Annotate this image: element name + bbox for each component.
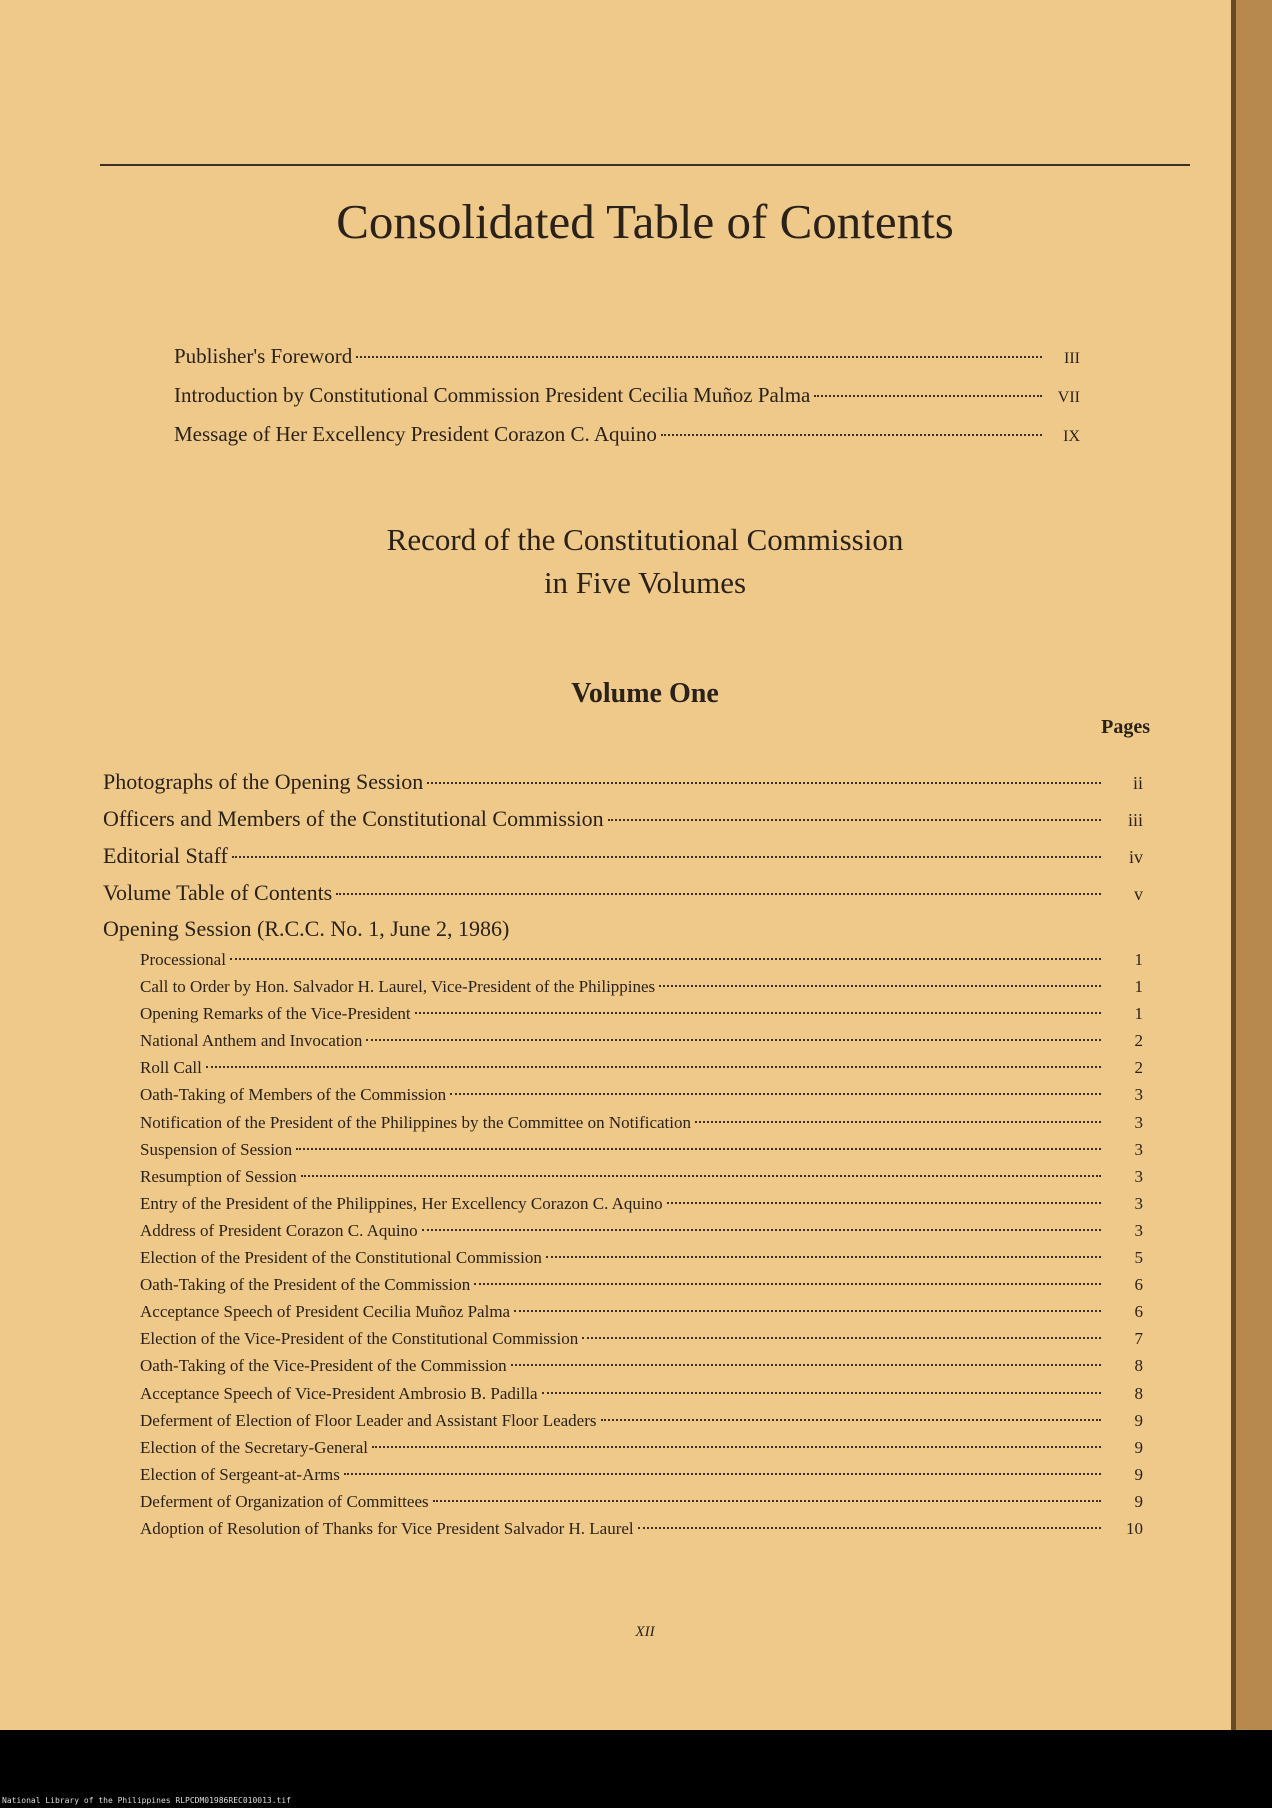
entry-page: 9: [1134, 1464, 1143, 1484]
dot-leader: [659, 985, 1101, 987]
dot-leader: [638, 1527, 1101, 1529]
dot-leader: [301, 1175, 1101, 1177]
dot-leader: [415, 1012, 1101, 1014]
session-entries: [103, 946, 1143, 1542]
volume-item-label: Photographs of the Opening Session: [103, 769, 424, 794]
session-entry: [140, 1461, 1143, 1488]
entry-label: Notification of the President of the Philippines by the Committee on Notification: [140, 1112, 691, 1132]
volume-item-label: Volume Table of Contents: [103, 880, 333, 905]
front-matter-label: Publisher's Foreword: [174, 344, 353, 368]
entry-label: Entry of the President of the Philippines, Her Excellency Corazon C. Aquino: [140, 1193, 663, 1213]
entry-label: Adoption of Resolution of Thanks for Vice President Salvador H. Laurel: [140, 1518, 634, 1538]
entry-page: 1: [1134, 977, 1143, 997]
entry-page: 5: [1134, 1248, 1143, 1268]
pages-column-label: Pages: [1101, 716, 1150, 738]
entry-page: 6: [1134, 1302, 1143, 1322]
dot-leader: [422, 1229, 1101, 1231]
front-matter-label: Introduction by Constitutional Commission President Cecilia Muñoz Palma: [174, 383, 811, 407]
page-folio: XII: [635, 1624, 655, 1640]
entry-page: 10: [1126, 1518, 1143, 1538]
session-entry: [140, 1271, 1143, 1298]
entry-label: Call to Order by Hon. Salvador H. Laurel, Vice-President of the Philippines: [140, 977, 656, 997]
dot-leader: [356, 356, 1042, 358]
dot-leader: [427, 782, 1101, 784]
session-entry: [140, 1325, 1143, 1352]
volume-item: [103, 764, 1143, 801]
entry-page: 3: [1134, 1112, 1143, 1132]
entry-label: Election of the Vice-President of the Constitutional Commission: [140, 1329, 579, 1349]
front-matter-page: VII: [1057, 389, 1080, 406]
session-entry: [140, 1298, 1143, 1325]
entry-page: 3: [1134, 1220, 1143, 1240]
session-entry: [140, 1000, 1143, 1027]
entry-page: 2: [1134, 1058, 1143, 1078]
entry-page: 6: [1134, 1275, 1143, 1295]
session-entry: [140, 946, 1143, 973]
session-entry: [140, 1027, 1143, 1054]
entry-label: Opening Remarks of the Vice-President: [140, 1004, 411, 1024]
entry-page: 1: [1134, 1004, 1143, 1024]
dot-leader: [814, 395, 1042, 397]
subtitle-line-1: Record of the Constitutional Commission: [386, 522, 904, 557]
session-entry: [140, 1054, 1143, 1081]
session-entry: [140, 1163, 1143, 1190]
entry-label: Oath-Taking of Members of the Commission: [140, 1085, 447, 1105]
dot-leader: [206, 1066, 1101, 1068]
dot-leader: [433, 1500, 1101, 1502]
entry-label: Processional: [140, 950, 226, 969]
session-entry: [140, 1380, 1143, 1407]
entry-page: 8: [1134, 1356, 1143, 1376]
volume-item: [103, 838, 1143, 875]
entry-label: Oath-Taking of the Vice-President of the Commission: [140, 1356, 507, 1376]
page-edge-shadow: [1232, 0, 1272, 1730]
front-matter-item: [174, 338, 1080, 377]
session-entry: [140, 1244, 1143, 1271]
dot-leader: [546, 1256, 1101, 1258]
front-matter-page: III: [1064, 350, 1080, 367]
session-entry: [140, 1136, 1143, 1163]
entry-label: Deferment of Organization of Committees: [140, 1491, 429, 1511]
entry-page: 9: [1134, 1437, 1143, 1457]
dot-leader: [695, 1121, 1101, 1123]
session-entry: [140, 973, 1143, 1000]
volume-item-page: iii: [1127, 810, 1143, 830]
page-gutter: [1231, 0, 1236, 1730]
front-matter-item: [174, 416, 1080, 455]
session-entry: [140, 1190, 1143, 1217]
entry-label: Deferment of Election of Floor Leader and Assistant Floor Leaders: [140, 1410, 597, 1430]
dot-leader: [450, 1093, 1101, 1095]
section-subtitle: [0, 518, 1272, 604]
session-entry: [140, 1407, 1143, 1434]
dot-leader: [601, 1419, 1101, 1421]
volume-item-label: Editorial Staff: [103, 843, 228, 868]
volume-item-page: v: [1134, 884, 1143, 904]
entry-page: 3: [1134, 1166, 1143, 1186]
front-matter-page: IX: [1063, 428, 1080, 445]
front-matter-label: Message of Her Excellency President Corazon C. Aquino: [174, 422, 657, 446]
entry-page: 3: [1134, 1193, 1143, 1213]
dot-leader: [366, 1039, 1101, 1041]
entry-label: Resumption of Session: [140, 1166, 297, 1186]
entry-page: 8: [1134, 1383, 1143, 1403]
volume-item-label: Officers and Members of the Constitutional Commission: [103, 806, 604, 831]
dot-leader: [661, 434, 1042, 436]
dot-leader: [667, 1202, 1101, 1204]
dot-leader: [542, 1392, 1101, 1394]
subtitle-line-2: in Five Volumes: [543, 565, 747, 600]
entry-page: 3: [1134, 1139, 1143, 1159]
dot-leader: [474, 1283, 1101, 1285]
volume-item-page: iv: [1128, 847, 1143, 867]
page-title: Consolidated Table of Contents: [336, 194, 954, 249]
entry-label: Election of the President of the Constitutional Commission: [140, 1248, 542, 1268]
volume-heading: Volume One: [571, 678, 719, 709]
volume-item: [103, 875, 1143, 912]
entry-page: 2: [1134, 1031, 1143, 1051]
entry-label: Acceptance Speech of President Cecilia Muñoz Palma: [140, 1302, 511, 1322]
volume-item-page: ii: [1132, 773, 1143, 793]
front-matter-item: [174, 377, 1080, 416]
dot-leader: [230, 958, 1101, 960]
entry-page: 1: [1134, 950, 1143, 969]
entry-page: 7: [1134, 1329, 1143, 1349]
dot-leader: [511, 1364, 1101, 1366]
session-entry: [140, 1434, 1143, 1461]
dot-leader: [344, 1473, 1101, 1475]
dot-leader: [582, 1337, 1101, 1339]
session-entry: [140, 1217, 1143, 1244]
entry-label: Suspension of Session: [140, 1139, 293, 1159]
entry-label: Address of President Corazon C. Aquino: [140, 1220, 418, 1240]
session-entry: [140, 1081, 1143, 1108]
volume-item: [103, 801, 1143, 838]
dot-leader: [336, 893, 1101, 895]
dot-leader: [608, 819, 1101, 821]
front-matter-list: [174, 338, 1080, 455]
dot-leader: [372, 1446, 1101, 1448]
entry-page: 9: [1134, 1491, 1143, 1511]
top-rule: [100, 164, 1190, 166]
dot-leader: [514, 1310, 1101, 1312]
session-entry: [140, 1488, 1143, 1515]
session-entry: [140, 1109, 1143, 1136]
entry-label: National Anthem and Invocation: [140, 1031, 363, 1051]
entry-label: Roll Call: [140, 1058, 202, 1078]
entry-label: Election of the Secretary-General: [140, 1437, 368, 1457]
session-entry: [140, 1352, 1143, 1379]
scan-credit: National Library of the Philippines RLPCDM01986REC010013.tif: [2, 1796, 291, 1805]
volume-contents: [103, 764, 1143, 1542]
entry-page: 3: [1134, 1085, 1143, 1105]
session-heading: Opening Session (R.C.C. No. 1, June 2, 1986): [103, 916, 510, 941]
entry-label: Acceptance Speech of Vice-President Ambrosio B. Padilla: [140, 1383, 538, 1403]
entry-label: Oath-Taking of the President of the Commission: [140, 1275, 471, 1295]
entry-label: Election of Sergeant-at-Arms: [140, 1464, 340, 1484]
dot-leader: [232, 856, 1101, 858]
dot-leader: [296, 1148, 1101, 1150]
entry-page: 9: [1134, 1410, 1143, 1430]
session-entry: [140, 1515, 1143, 1542]
